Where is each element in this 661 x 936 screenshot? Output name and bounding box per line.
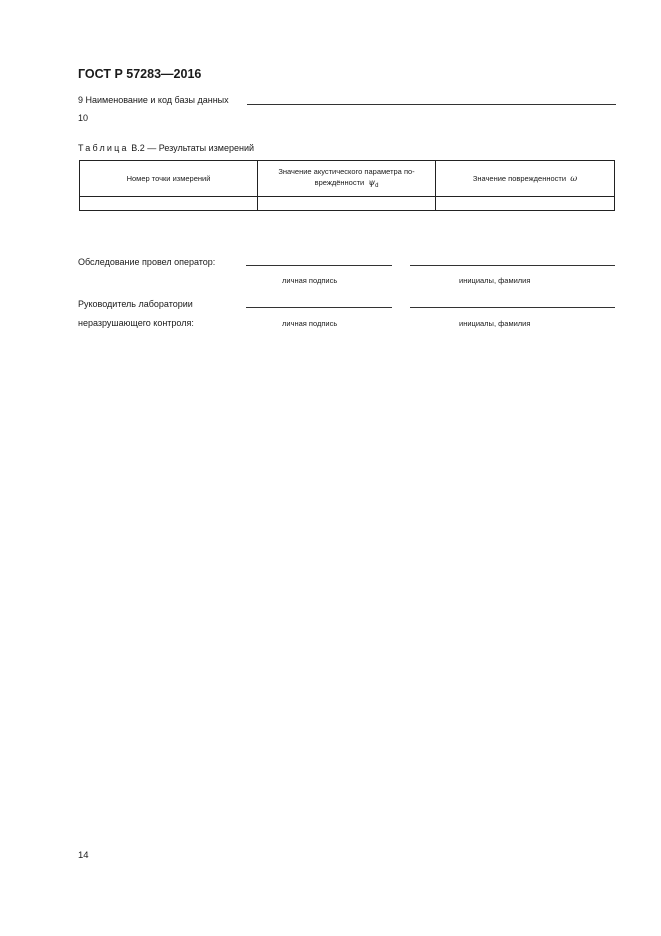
operator-signature-caption: личная подпись xyxy=(282,276,338,285)
item-9-fill-line xyxy=(247,104,616,105)
psi-subscript: d xyxy=(375,182,379,189)
table-caption-label: Таблица xyxy=(78,143,129,153)
table-cell xyxy=(436,197,615,211)
table-cell xyxy=(80,197,258,211)
page-number: 14 xyxy=(78,850,89,861)
results-table xyxy=(79,160,615,211)
item-10-label: 10 xyxy=(78,113,89,123)
lab-head-signature-line xyxy=(246,307,392,308)
operator-signature-line xyxy=(246,265,392,266)
psi-symbol: ψ xyxy=(368,177,376,188)
table-cell xyxy=(258,197,436,211)
lab-head-label-line1: Руководитель лаборатории xyxy=(78,299,193,309)
header-acoustic-parameter xyxy=(258,161,436,197)
item-9-label: 9 Наименование и код базы данных xyxy=(78,95,229,105)
table-row xyxy=(80,197,615,211)
lab-head-name-line xyxy=(410,307,615,308)
operator-name-line xyxy=(410,265,615,266)
lab-head-name-caption: инициалы, фамилия xyxy=(459,319,531,328)
table-caption-title: В.2 — Результаты измерений xyxy=(128,143,254,153)
header-point-number: Номер точки измерений xyxy=(80,161,258,197)
omega-symbol: ω xyxy=(570,173,578,184)
document-code: ГОСТ Р 57283—2016 xyxy=(78,67,202,81)
header-damage-value xyxy=(436,161,615,197)
table-caption xyxy=(78,143,254,153)
operator-name-caption: инициалы, фамилия xyxy=(459,276,531,285)
lab-head-signature-caption: личная подпись xyxy=(282,319,338,328)
table-header-row xyxy=(80,161,615,197)
header-acoustic-parameter-text: Значение акустического параметра по-вреждённости xyxy=(278,166,415,187)
lab-head-label-line2: неразрушающего контроля: xyxy=(78,318,194,328)
operator-label: Обследование провел оператор: xyxy=(78,257,216,267)
header-damage-value-text: Значение поврежденности xyxy=(472,173,567,183)
